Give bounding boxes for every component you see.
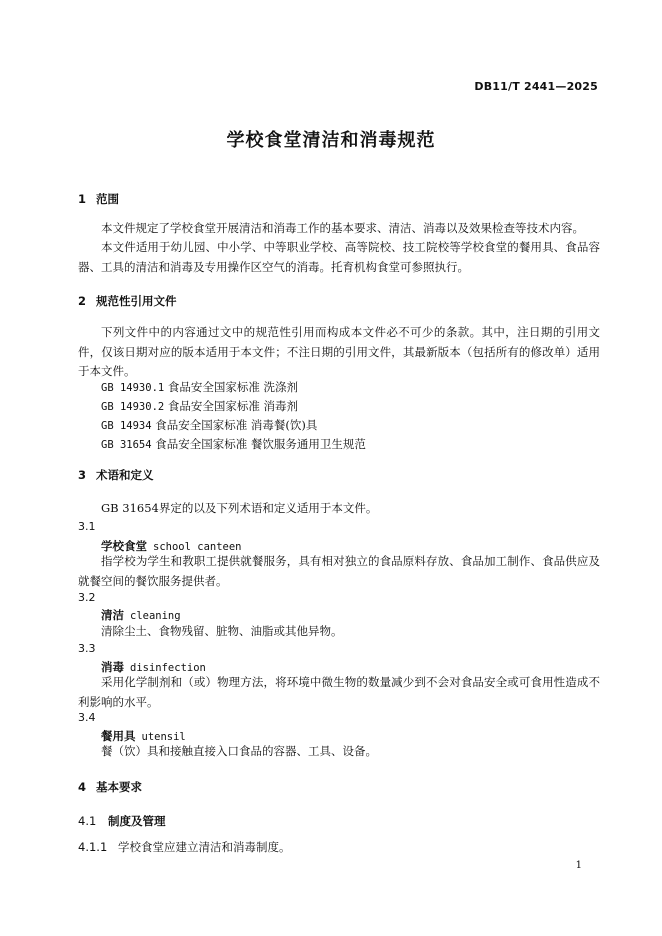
section-number: 1 <box>78 192 87 206</box>
clause-number: 4.1.1 <box>78 840 108 854</box>
term-definition: 清除尘土、食物残留、脏物、油脂或其他异物。 <box>101 624 343 638</box>
term-zh: 清洁 <box>101 608 124 622</box>
term-zh: 消毒 <box>101 660 124 674</box>
reference-name: 食品安全国家标准 消毒剂 <box>167 399 299 413</box>
reference-code: GB 14934 <box>101 420 152 432</box>
section-heading-2 <box>78 293 177 309</box>
reference-code: GB 31654 <box>101 439 152 451</box>
page-number: 1 <box>575 860 582 871</box>
term-name <box>101 607 181 623</box>
section-number: 4 <box>78 780 87 794</box>
paragraph: 本文件规定了学校食堂开展清洁和消毒工作的基本要求、清洁、消毒以及效果检查等技术内容。 <box>101 221 584 235</box>
term-number: 3.3 <box>78 642 96 655</box>
term-en: school canteen <box>153 541 242 553</box>
paragraph: 下列文件中的内容通过文中的规范性引用而构成本文件必不可少的条款。其中，注日期的引用文件，仅该日期对应的版本适用于本文件；不注日期的引用文件，其最新版本（包括所有的修改单）适用于本文件。 <box>78 325 600 378</box>
clause-text: 学校食堂应建立清洁和消毒制度。 <box>118 840 291 854</box>
term-definition: 餐（饮）具和接触直接入口食品的容器、工具、设备。 <box>101 744 377 758</box>
paragraph: 本文件适用于幼儿园、中小学、中等职业学校、高等院校、技工院校等学校食堂的餐用具、食品容器、工具的清洁和消毒及专用操作区空气的消毒。托育机构食堂可参照执行。 <box>78 240 600 274</box>
section-title: 范围 <box>96 192 119 206</box>
reference-code: GB 14930.2 <box>101 401 165 413</box>
clause <box>78 839 291 855</box>
subsection-number: 4.1 <box>78 814 97 828</box>
reference-item <box>101 436 366 452</box>
subsection-heading <box>78 813 166 829</box>
reference-item <box>101 398 298 414</box>
term-number: 3.1 <box>78 520 96 533</box>
reference-name: 食品安全国家标准 消毒餐(饮)具 <box>155 418 318 432</box>
section-title: 术语和定义 <box>96 468 154 482</box>
section-title: 基本要求 <box>96 780 142 794</box>
term-en: utensil <box>141 731 186 743</box>
subsection-title: 制度及管理 <box>108 814 166 828</box>
section-title: 规范性引用文件 <box>96 294 177 308</box>
section-number: 2 <box>78 294 87 308</box>
section-heading-1 <box>78 191 119 207</box>
section-heading-4 <box>78 779 142 795</box>
term-en: disinfection <box>130 662 206 674</box>
reference-name: 食品安全国家标准 洗涤剂 <box>167 380 299 394</box>
reference-name: 食品安全国家标准 餐饮服务通用卫生规范 <box>155 437 366 451</box>
paragraph: GB 31654界定的以及下列术语和定义适用于本文件。 <box>101 501 378 515</box>
document-title: 学校食堂清洁和消毒规范 <box>226 130 436 151</box>
section-number: 3 <box>78 468 87 482</box>
term-zh: 餐用具 <box>101 729 136 743</box>
term-en: cleaning <box>130 610 181 622</box>
term-number: 3.2 <box>78 591 96 604</box>
reference-code: GB 14930.1 <box>101 382 165 394</box>
reference-item <box>101 379 298 395</box>
section-heading-3 <box>78 467 154 483</box>
term-definition: 采用化学制剂和（或）物理方法，将环境中微生物的数量减少到不会对食品安全或可食用性造成不利影响的水平。 <box>78 675 600 709</box>
reference-item <box>101 417 317 433</box>
standard-code: DB11/T 2441—2025 <box>474 80 598 93</box>
term-definition: 指学校为学生和教职工提供就餐服务，具有相对独立的食品原料存放、食品加工制作、食品供应及就餐空间的餐饮服务提供者。 <box>78 554 600 588</box>
term-number: 3.4 <box>78 711 96 724</box>
term-zh: 学校食堂 <box>101 539 147 553</box>
